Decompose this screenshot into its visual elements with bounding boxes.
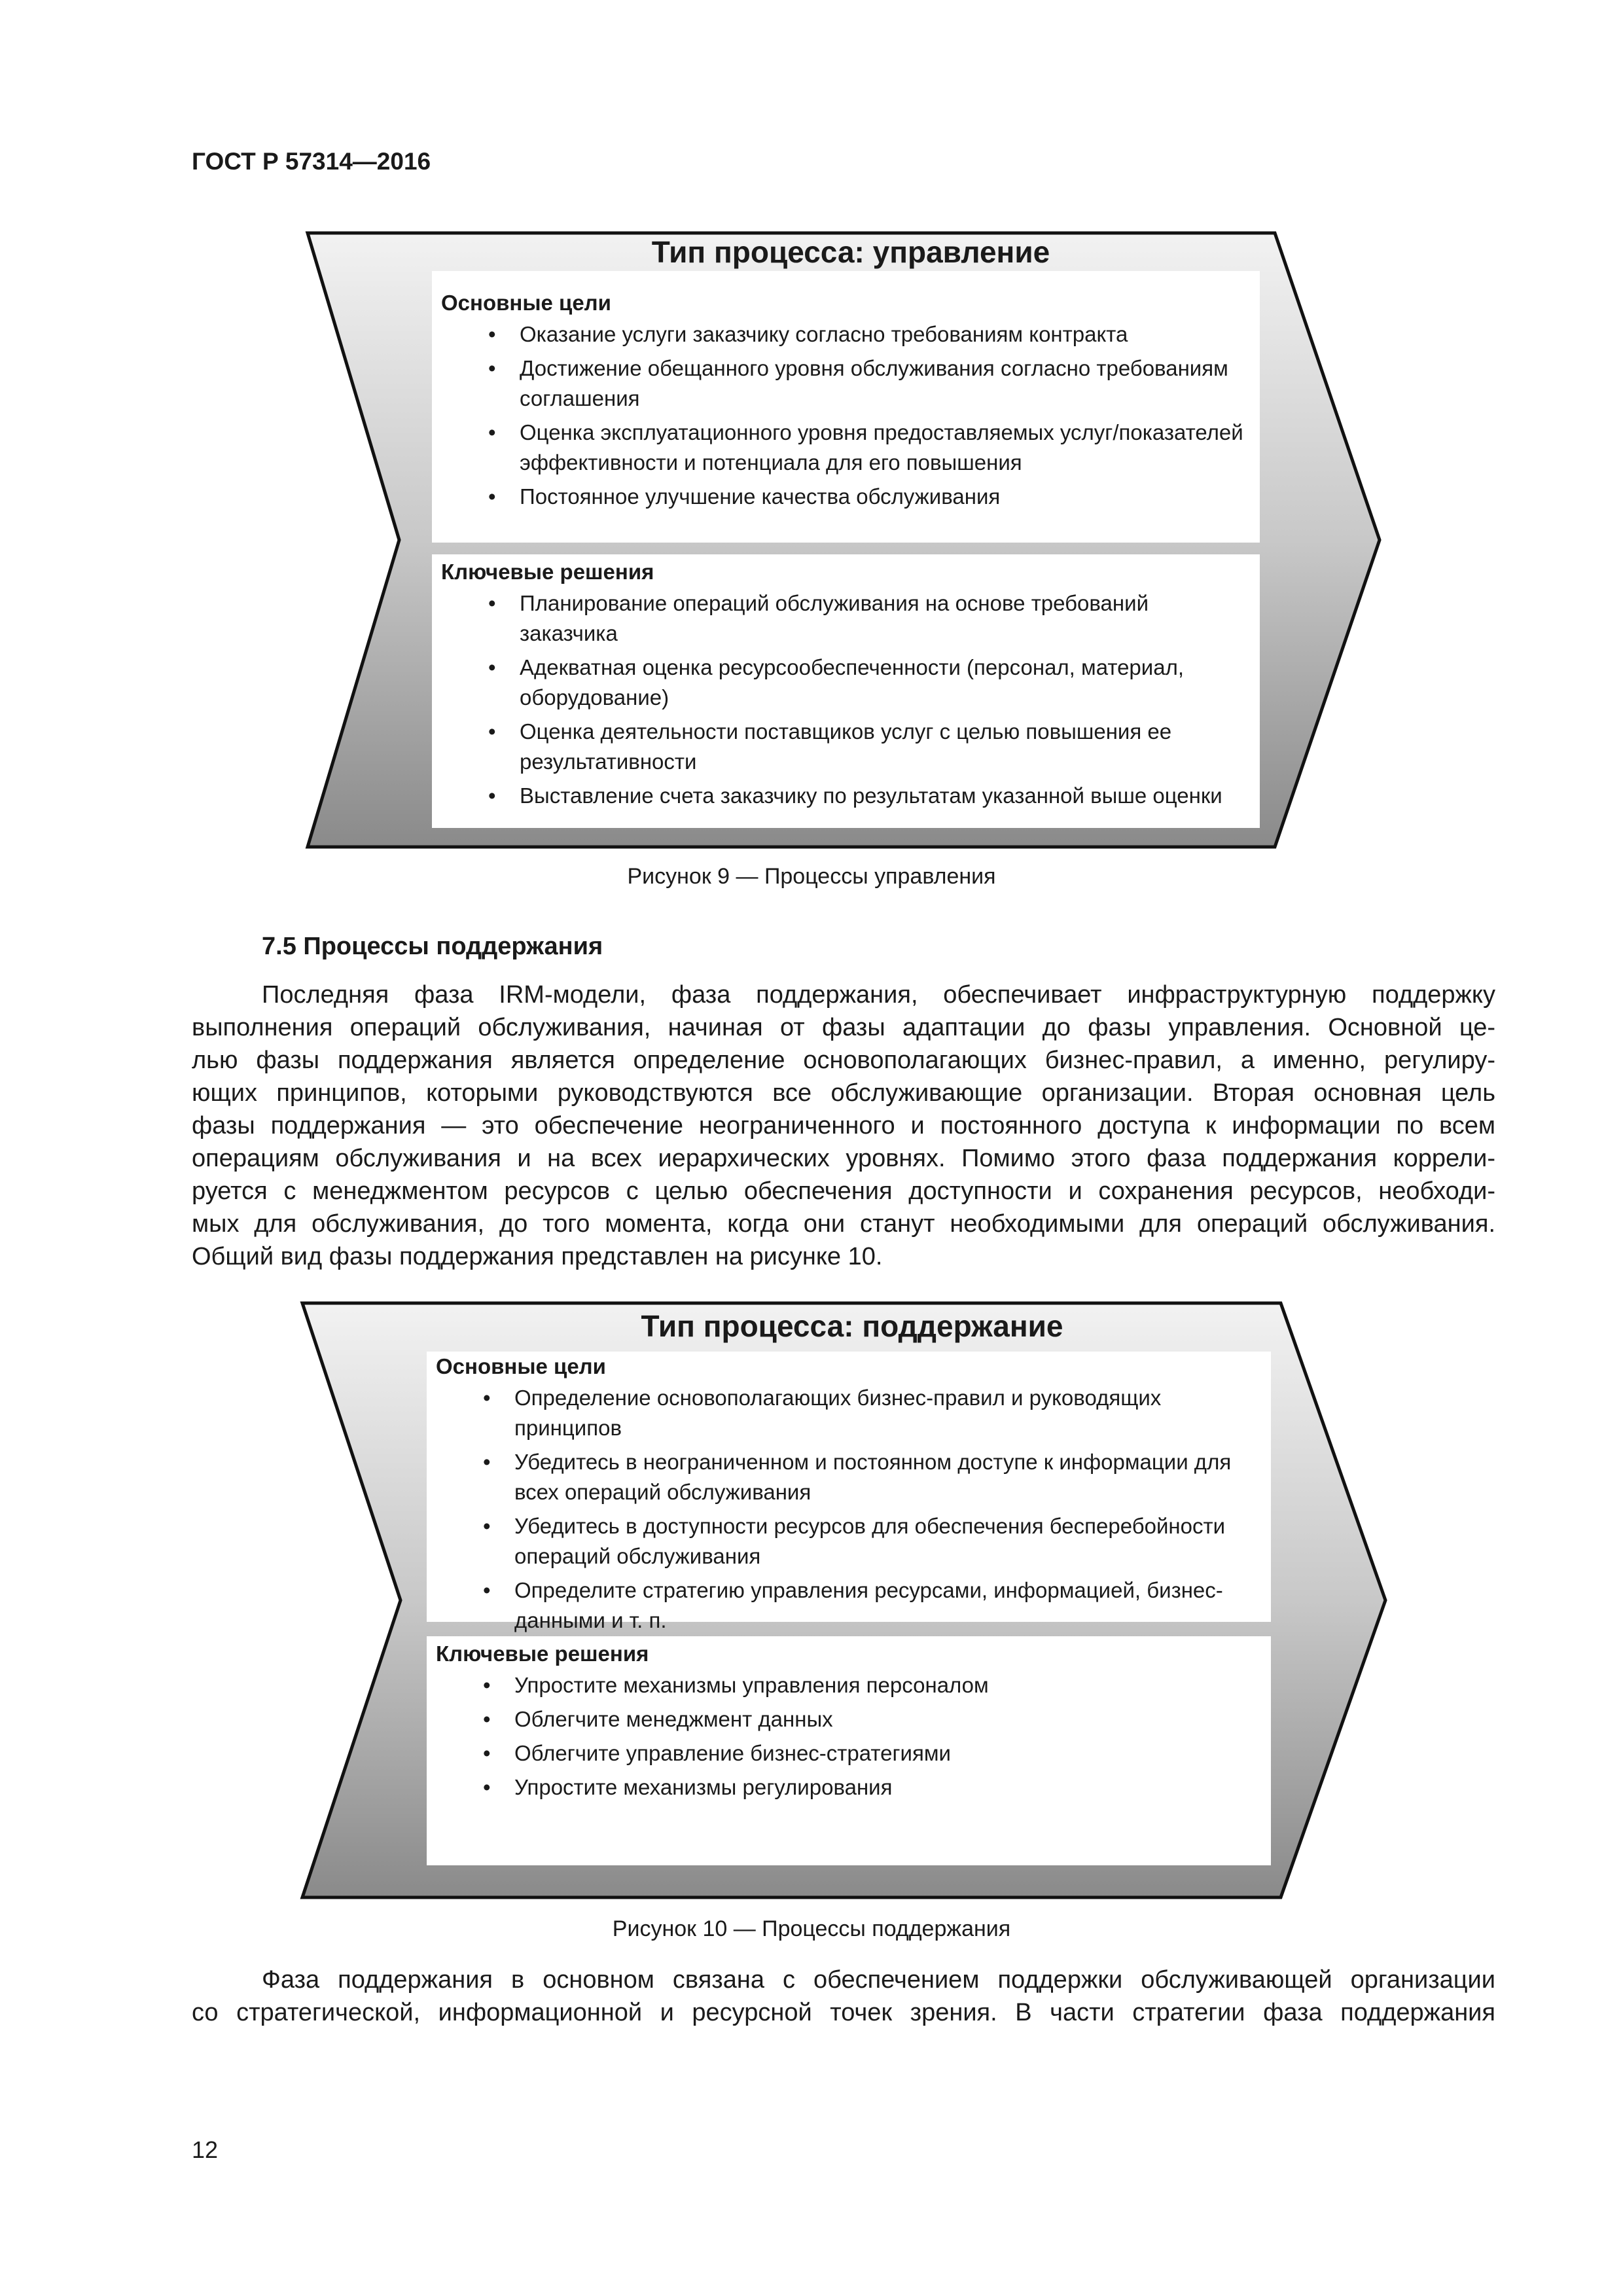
list-item: • Оценка деятельности поставщиков услуг с целью повышения ее результативности xyxy=(441,717,1251,777)
paragraph-line: операциям обслуживания и на всех иерархических уровнях. Помимо этого фаза поддержания коррели- xyxy=(192,1145,1495,1172)
section-paragraph xyxy=(192,978,1495,1273)
decisions-panel xyxy=(427,1636,1271,1865)
figure-title: Тип процесса: поддержание xyxy=(641,1309,1063,1343)
goals-panel xyxy=(432,271,1260,543)
list-item: • Оценка эксплуатационного уровня предоставляемых услуг/показателей эффективности и потенциала для его повышения xyxy=(441,418,1251,478)
list-item: • Достижение обещанного уровня обслуживания согласно требованиям соглашения xyxy=(441,353,1251,414)
bullet-icon: • xyxy=(483,1707,491,1731)
list-item: • Планирование операций обслуживания на основе требований заказчика xyxy=(441,588,1251,649)
paragraph-line: мых для обслуживания, до того момента, когда они станут необходимыми для операций обслуживания. xyxy=(192,1210,1495,1238)
figure-title: Тип процесса: управление xyxy=(651,235,1050,269)
figure-10-caption: Рисунок 10 — Процессы поддержания xyxy=(612,1916,1011,1941)
section-heading: 7.5 Процессы поддержания xyxy=(262,933,603,960)
bullet-icon: • xyxy=(488,356,496,380)
paragraph-line: со стратегической, информационной и ресурсной точек зрения. В части стратегии фаза поддержания xyxy=(192,1999,1495,2026)
list-item: • Постоянное улучшение качества обслуживания xyxy=(441,482,1251,512)
decisions-panel xyxy=(432,554,1260,828)
list-item: • Облегчите менеджмент данных xyxy=(436,1704,1262,1734)
paragraph-line: фазы поддержания — это обеспечение неограниченного и постоянного доступа к информации по всем xyxy=(192,1112,1495,1139)
page-number: 12 xyxy=(192,2136,219,2163)
paragraph-line: руется с менеджментом ресурсов с целью обеспечения доступности и сохранения ресурсов, необходи- xyxy=(192,1177,1495,1205)
paragraph-line: Фаза поддержания в основном связана с обеспечением поддержки обслуживающей организации xyxy=(262,1966,1495,1994)
list-item: • Упростите механизмы регулирования xyxy=(436,1772,1262,1803)
list-item: • Убедитесь в доступности ресурсов для обеспечения бесперебойности операций обслуживания xyxy=(436,1511,1262,1571)
bullet-icon: • xyxy=(483,1386,491,1410)
list-item: • Выставление счета заказчику по результатам указанной выше оценки xyxy=(441,781,1251,811)
document-header: ГОСТ Р 57314—2016 xyxy=(192,148,431,175)
decisions-title: Ключевые решения xyxy=(441,560,654,584)
bullet-icon: • xyxy=(488,783,496,808)
figure-9-chevron xyxy=(301,229,1400,851)
list-item: • Упростите механизмы управления персоналом xyxy=(436,1670,1262,1700)
goals-title: Основные цели xyxy=(436,1354,606,1378)
figure-9-caption: Рисунок 9 — Процессы управления xyxy=(627,864,996,889)
goals-panel xyxy=(427,1352,1271,1632)
list-item: • Определите стратегию управления ресурсами, информацией, бизнес-данными и т. п. xyxy=(436,1575,1262,1636)
list-item: • Оказание услуги заказчику согласно требованиям контракта xyxy=(441,319,1251,350)
decisions-title: Ключевые решения xyxy=(436,1641,649,1666)
list-item: • Облегчите управление бизнес-стратегиями xyxy=(436,1738,1262,1768)
paragraph-line: лью фазы поддержания является определение основополагающих бизнес-правил, а именно, регулиру- xyxy=(192,1047,1495,1074)
list-item: • Адекватная оценка ресурсообеспеченности (персонал, материал, оборудование) xyxy=(441,653,1251,713)
paragraph-line: выполнения операций обслуживания, начиная от фазы адаптации до фазы управления. Основной це- xyxy=(192,1014,1495,1041)
figure-10-chevron xyxy=(296,1299,1408,1901)
bullet-icon: • xyxy=(483,1741,491,1765)
bullet-icon: • xyxy=(483,1514,491,1538)
bullet-icon: • xyxy=(483,1673,491,1697)
closing-paragraph xyxy=(192,1964,1495,2029)
bullet-icon: • xyxy=(488,484,496,509)
list-item: • Убедитесь в неограниченном и постоянном доступе к информации для всех операций обслуживания xyxy=(436,1447,1262,1507)
paragraph-line: ющих принципов, которыми руководствуются все обслуживающие организации. Вторая основная цель xyxy=(192,1079,1495,1107)
goals-title: Основные цели xyxy=(441,291,611,315)
bullet-icon: • xyxy=(488,420,496,444)
bullet-icon: • xyxy=(483,1450,491,1474)
bullet-icon: • xyxy=(483,1775,491,1799)
bullet-icon: • xyxy=(483,1578,491,1602)
bullet-icon: • xyxy=(488,591,496,615)
paragraph-line: Последняя фаза IRM-модели, фаза поддержания, обеспечивает инфраструктурную поддержку xyxy=(262,981,1495,1009)
bullet-icon: • xyxy=(488,322,496,346)
bullet-icon: • xyxy=(488,719,496,744)
list-item: • Определение основополагающих бизнес-правил и руководящих принципов xyxy=(436,1383,1262,1443)
paragraph-line: Общий вид фазы поддержания представлен на рисунке 10. xyxy=(192,1243,883,1270)
bullet-icon: • xyxy=(488,655,496,679)
